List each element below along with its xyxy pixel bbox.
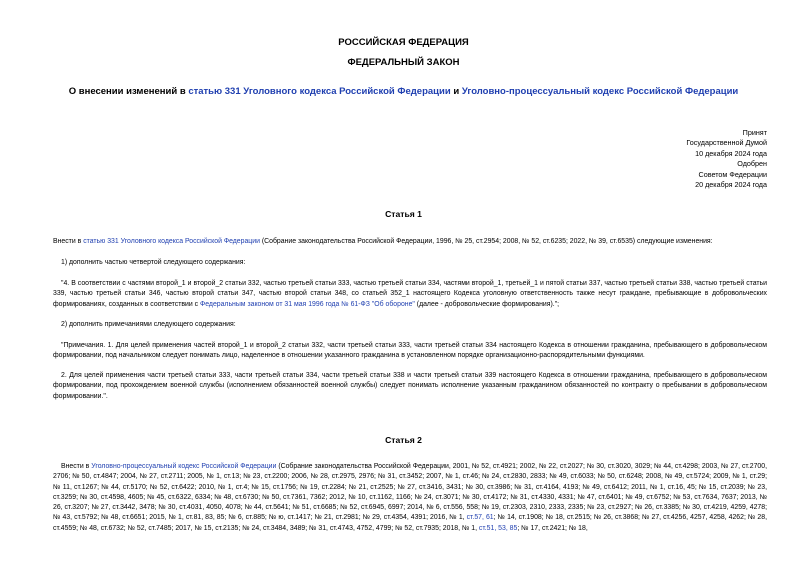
link-articles-57-61[interactable]: ст.57, 61 [466,514,494,522]
acceptance-block [686,128,767,190]
link-defense-law[interactable]: Федеральным законом от 31 мая 1996 года № 61-ФЗ "Об обороне" [200,300,415,308]
text-span: (Собрание законодательства Российской Федерации, 2001, № 52, ст.4921; 2002, № 22, ст.2027; № 30, ст.3020, 3029; № 44, ст.4298; 2003, № 27, ст.2700, 2706; № 50, ст.4847; 2004, № 27, ст.2711; 2005, № 1, ст.13; № 23, ст.2200; 2006, № 28, ст.2975, 2976; № 31, ст.3452; 2007, № 1, ст.46; № 24, ст.2830, 2833; № 49, ст.6033; № 50, ст.6248; 2008, № 49, ст.5724; 2009, № 1, ст.29; № 11, ст.1267; № 44, ст.5170; № 52, ст.6422; 2010, № 1, ст.4; № 15, ст.1756; № 19, ст.2284; № 21, ст.2525; № 27, ст.3416, 3431; № 30, ст.3986; № 31, ст.4164, 4193; № 49, ст.6412; 2011, № 1, ст.16, 45; № 15, ст.2039; № 23, ст.3259; № 30, ст.4598, 4605; № 45, ст.6322, 6334; № 48, ст.6730; № 50, ст.7361, 7362; 2012, № 10, ст.1162, 1166; № 24, ст.3071; № 30, ст.4172; № 31, ст.4330, 4331; № 47, ст.6401; № 49, ст.6752; № 53, ст.7634, 7637; 2013, № 26, ст.3207; № 27, ст.3442, 3478; № 30, ст.4031, 4050, 4078; № 44, ст.5641; № 51, ст.6685; № 52, ст.6945, 6997; 2014, № 6, ст.556, 558; № 19, ст.2303, 2310, 2333, 2335; № 23, ст.2927; № 26, ст.3385; № 30, ст.4219, 4259, 4278; № 43, ст.5792; № 48, ст.6651; 2015, № 1, ст.81, 83, 85; № 6, ст.885; № ю, ст.1417; № 21, ст.2981; № 29, ст.4354, 4391; 2016, № 1, [53,463,767,522]
acceptance-line: 20 декабря 2024 года [695,180,767,190]
acceptance-line: Одобрен [737,159,767,169]
law-title [0,86,807,97]
article-1-heading: Статья 1 [385,209,422,219]
title-prefix: О внесении изменений в [68,86,189,97]
text-span: Внести в [61,463,92,470]
acceptance-line: Государственной Думой [686,138,767,148]
text-span: Внести в [53,238,84,245]
text-span: "4. В соответствии с частями второй_1 и второй_2 статьи 332, частью третьей статьи 333, частью третьей статьи 334, частями второй_1, третьей_1 и пятой статьи 337, частью третьей статьи 338, частью третьей статьи 339, частью третьей статьи 346, частью второй статьи 347, частью второй статьи 348, со статьей 352_1 настоящего Кодекса уголовную ответственность также несут граждане, пребывающие в добровольческих формированиях, созданных в соответствии с [53,280,767,308]
title-link-criminal-procedure-code[interactable]: Уголовно-процессуальный кодекс Российской Федерации [461,86,739,97]
article-2-paragraph [53,462,767,534]
article-2-heading: Статья 2 [385,435,422,445]
article-1-paragraph [53,237,767,247]
article-1-note-2: 2. Для целей применения части третьей статьи 333, части третьей статьи 334, части третьей статьи 338 и части третьей статьи 339 настоящего Кодекса в отношении гражданина, пребывающего в добровольческом формировании, под прохождением военной службы (исполнением обязанностей военной службы) следует понимать исполнение указанным гражданином обязанностей по контракту о пребывании в добровольческом формировании.". [53,372,767,400]
text-span: ; № 17, ст.2421; № 18, [517,524,588,532]
article-1-note-1: "Примечания. 1. Для целей применения частей второй_1 и второй_2 статьи 332, части третьей статьи 333, части третьей статьи 334 настоящего Кодекса в отношении гражданина, пребывающего в добровольческом формировании, под начальником следует понимать лицо, наделенное в отношении указанного гражданина в установленном порядке организационно-распорядительными функциями. [53,342,767,360]
acceptance-line: Принят [742,128,767,137]
country-heading: РОССИЙСКАЯ ФЕДЕРАЦИЯ [338,37,469,48]
link-criminal-code-article[interactable]: статью 331 Уголовного кодекса Российской Федерации [83,238,260,245]
article-1-quoted-part [53,279,767,310]
text-span: ; № 14, ст.1908; № 18, ст.2515; № 26, ст.3868; № 27, ст.4256, 4257, 4258, 4262; № 28, ст.4559; № 48, ст.6732; № 52, ст.7485; 2017, № 15, ст.2135; № 24, ст.3484, 3489; № 31, ст.4743, 4752, 4799; № 52, ст.7935; 2018, № 1, [53,514,768,532]
acceptance-line: 10 декабря 2024 года [695,148,767,158]
article-1-item-2: 2) дополнить примечаниями следующего содержания: [61,321,236,328]
title-link-criminal-code-article[interactable]: статью 331 Уголовного кодекса Российской Федерации [188,86,451,97]
title-middle: и [450,86,462,97]
article-1-item-1: 1) дополнить частью четвертой следующего содержания: [61,259,246,266]
text-span: (Собрание законодательства Российской Федерации, 1996, № 25, ст.2954; 2008, № 52, ст.6235; 2022, № 39, ст.6535) следующие изменения: [259,238,713,245]
link-criminal-procedure-code[interactable]: Уголовно-процессуальный кодекс Российской Федерации [91,463,277,470]
text-span: (далее - добровольческие формирования)."; [414,300,560,308]
law-type-heading: ФЕДЕРАЛЬНЫЙ ЗАКОН [347,57,460,68]
link-articles-51-53-85[interactable]: ст.51, 53, 85 [478,524,518,532]
acceptance-line: Советом Федерации [698,169,767,179]
